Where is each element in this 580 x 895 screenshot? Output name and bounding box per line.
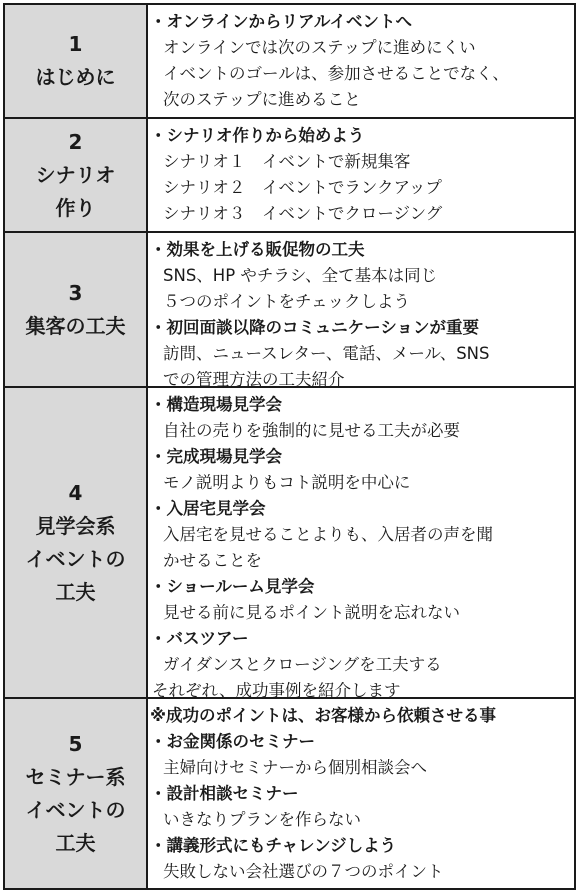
content-line: 自社の売りを強制的に見せる工夫が必要 xyxy=(163,421,460,440)
content-line: シナリオ２ イベントでランクアップ xyxy=(163,178,442,197)
section-title: セミナー系 xyxy=(25,764,126,789)
content-line: かせることを xyxy=(163,551,262,570)
content-line: シナリオ３ イベントでクロージング xyxy=(163,204,443,223)
table-row xyxy=(5,5,574,117)
bullet-heading: ・オンラインからリアルイベントへ xyxy=(150,12,413,31)
section-content-cell xyxy=(150,9,572,113)
section-content-cell xyxy=(150,237,572,393)
bullet-heading: ・効果を上げる販促物の工夫 xyxy=(150,240,365,259)
content-line: オンラインでは次のステップに進めにくい xyxy=(163,38,476,57)
section-title: イベントの xyxy=(25,546,126,571)
content-line: 入居宅を見せることよりも、入居者の声を聞 xyxy=(163,525,493,544)
content-line: ガイダンスとクロージングを工夫する xyxy=(163,655,442,674)
content-line: 見せる前に見るポイント説明を忘れない xyxy=(163,603,460,622)
content-line: での管理方法の工夫紹介 xyxy=(163,370,345,389)
content-line: それぞれ、成功事例を紹介します xyxy=(152,681,401,700)
section-title: 工夫 xyxy=(55,830,96,855)
bullet-heading: ・完成現場見学会 xyxy=(150,447,282,466)
section-label-cell xyxy=(5,119,148,231)
section-number: 5 xyxy=(68,731,83,756)
section-title: 見学会系 xyxy=(35,513,116,538)
bullet-heading: ・設計相談セミナー xyxy=(150,784,299,803)
bullet-heading: ・お金関係のセミナー xyxy=(150,732,315,751)
section-number: 1 xyxy=(68,32,83,56)
bullet-heading: ・初回面談以降のコミュニケーションが重要 xyxy=(150,318,480,337)
bullet-heading: ・構造現場見学会 xyxy=(150,395,282,414)
section-title: イベントの xyxy=(25,797,126,822)
bullet-heading: ※成功のポイントは、お客様から依頼させる事 xyxy=(150,706,497,725)
content-line: シナリオ１ イベントで新規集客 xyxy=(163,152,411,171)
section-number: 2 xyxy=(68,129,83,154)
section-title: はじめに xyxy=(35,65,116,89)
bullet-heading: ・シナリオ作りから始めよう xyxy=(150,126,365,145)
section-label-cell xyxy=(5,699,148,888)
section-label-cell xyxy=(5,233,148,386)
section-content-cell xyxy=(150,392,572,704)
bullet-heading: ・ショールーム見学会 xyxy=(150,577,315,596)
section-number: 3 xyxy=(68,280,83,305)
section-label-cell xyxy=(5,388,148,697)
section-content-cell xyxy=(150,123,572,227)
table-row xyxy=(5,697,574,888)
section-title: 工夫 xyxy=(55,579,96,604)
content-line: いきなりプランを作らない xyxy=(163,810,361,829)
content-line: 主婦向けセミナーから個別相談会へ xyxy=(163,758,427,777)
section-title: 集客の工夫 xyxy=(25,313,126,338)
content-line: モノ説明よりもコト説明を中心に xyxy=(163,473,411,492)
seminar-outline-table xyxy=(3,3,576,890)
content-line: SNS、HP やチラシ、全て基本は同じ xyxy=(163,266,438,285)
table-row xyxy=(5,231,574,389)
table-row xyxy=(5,386,574,700)
table-row xyxy=(5,117,574,231)
bullet-heading: ・講義形式にもチャレンジしよう xyxy=(150,836,397,855)
content-line: 訪問、ニュースレター、電話、メール、SNS xyxy=(163,344,490,363)
bullet-heading: ・入居宅見学会 xyxy=(150,499,266,518)
content-line: 次のステップに進めること xyxy=(163,90,361,109)
section-content-cell xyxy=(150,703,572,885)
bullet-heading: ・バスツアー xyxy=(150,629,249,648)
section-title: 作り xyxy=(55,195,96,220)
section-label-cell xyxy=(5,5,148,117)
content-line: ５つのポイントをチェックしよう xyxy=(163,292,411,311)
section-title: シナリオ xyxy=(35,162,116,187)
content-line: イベントのゴールは、参加させることでなく、 xyxy=(163,64,509,83)
content-line: 失敗しない会社選びの７つのポイント xyxy=(163,862,444,881)
section-number: 4 xyxy=(68,480,83,505)
